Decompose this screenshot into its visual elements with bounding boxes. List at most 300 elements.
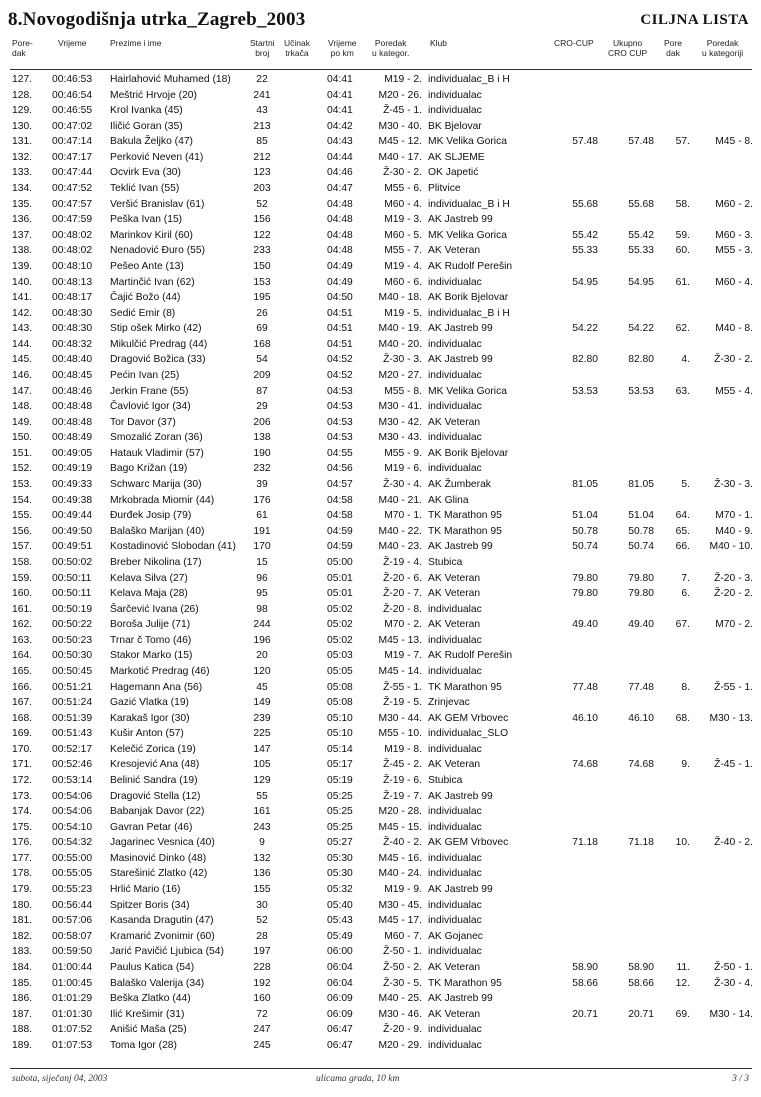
runner-name: Tor Davor (37) <box>110 416 176 428</box>
bib-number: 138 <box>253 432 271 444</box>
club: Stubica <box>428 556 463 568</box>
category-place: M19 - 5. <box>384 307 422 319</box>
bib-number: 20 <box>256 650 268 662</box>
pace: 04:41 <box>327 89 353 101</box>
finish-time: 01:00:45 <box>52 977 93 989</box>
category-rank: M55 - 4. <box>715 385 753 397</box>
table-row <box>0 633 761 649</box>
category-place: Ž-20 - 8. <box>383 603 422 615</box>
finish-time: 00:51:43 <box>52 728 93 740</box>
finish-time: 00:47:17 <box>52 151 93 163</box>
pace: 05:40 <box>327 899 353 911</box>
table-row <box>0 960 761 976</box>
runner-name: Toma Igor (28) <box>110 1039 177 1051</box>
club: individualac <box>428 432 482 444</box>
pace: 05:17 <box>327 759 353 771</box>
category-place: M19 - 8. <box>384 743 422 755</box>
category-rank: Ž-45 - 1. <box>714 759 753 771</box>
table-row <box>0 477 761 493</box>
club: TK Marathon 95 <box>428 510 502 522</box>
col-score: Učinak trkača <box>284 38 310 58</box>
table-row <box>0 804 761 820</box>
finish-time: 00:51:39 <box>52 712 93 724</box>
place: 145. <box>12 354 33 366</box>
pace: 05:19 <box>327 775 353 787</box>
place: 172. <box>12 775 33 787</box>
place: 149. <box>12 416 33 428</box>
bib-number: 239 <box>253 712 271 724</box>
runner-name: Beška Zlatko (44) <box>110 993 191 1005</box>
club: AK Jastreb 99 <box>428 323 493 335</box>
runner-name: Čajić Božo (44) <box>110 292 181 304</box>
table-row <box>0 695 761 711</box>
category-rank: M40 - 10. <box>709 541 753 553</box>
category-place: Ž-30 - 5. <box>383 977 422 989</box>
pace: 04:41 <box>327 74 353 85</box>
cro-cup-total: 50.74 <box>628 541 654 553</box>
bib-number: 39 <box>256 479 268 491</box>
place: 134. <box>12 183 33 195</box>
place: 153. <box>12 479 33 491</box>
col-cat: Poredak u kategor. <box>372 38 410 58</box>
place: 187. <box>12 1008 33 1020</box>
overall-rank: 4. <box>681 354 690 366</box>
club: individualac <box>428 852 482 864</box>
runner-name: Dragović Božica (33) <box>110 354 206 366</box>
pace: 04:42 <box>327 120 353 132</box>
finish-time: 00:57:06 <box>52 915 93 927</box>
finish-time: 00:47:59 <box>52 214 93 226</box>
cro-cup-total: 54.95 <box>628 276 654 288</box>
table-row <box>0 539 761 555</box>
club: AK Veteran <box>428 961 481 973</box>
runner-name: Masinović Dinko (48) <box>110 852 207 864</box>
club: AK Žumberak <box>428 479 491 491</box>
place: 141. <box>12 292 33 304</box>
club: MK Velika Gorica <box>428 136 507 148</box>
club: AK GEM Vrbovec <box>428 712 509 724</box>
category-place: M20 - 27. <box>378 369 422 381</box>
finish-time: 00:48:48 <box>52 416 93 428</box>
runner-name: Martinčić Ivan (62) <box>110 276 195 288</box>
club: individualac <box>428 634 482 646</box>
finish-time: 00:48:02 <box>52 229 93 241</box>
category-place: Ž-19 - 4. <box>383 556 422 568</box>
cro-cup-total: 51.04 <box>628 510 654 522</box>
club: AK Veteran <box>428 619 481 631</box>
pace: 05:25 <box>327 790 353 802</box>
category-rank: M45 - 8. <box>715 136 753 148</box>
place: 132. <box>12 151 33 163</box>
club: individualac <box>428 899 482 911</box>
cro-cup-points: 20.71 <box>572 1008 598 1020</box>
bib-number: 105 <box>253 759 271 771</box>
category-rank: Ž-20 - 3. <box>714 572 753 584</box>
place: 137. <box>12 229 33 241</box>
club: AK Veteran <box>428 759 481 771</box>
club: individualac <box>428 89 482 101</box>
pace: 04:51 <box>327 338 353 350</box>
category-place: Ž-30 - 3. <box>383 354 422 366</box>
category-place: Ž-55 - 1. <box>383 681 422 693</box>
club: Zrinjevac <box>428 697 470 709</box>
bib-number: 85 <box>256 136 268 148</box>
pace: 05:25 <box>327 806 353 818</box>
finish-time: 00:56:44 <box>52 899 93 911</box>
club: AK Veteran <box>428 1008 481 1020</box>
bib-number: 153 <box>253 276 271 288</box>
place: 164. <box>12 650 33 662</box>
finish-time: 00:47:57 <box>52 198 93 210</box>
place: 182. <box>12 930 33 942</box>
header-divider <box>10 69 752 70</box>
bib-number: 28 <box>256 930 268 942</box>
category-rank: M30 - 14. <box>709 1008 753 1020</box>
pace: 04:53 <box>327 385 353 397</box>
category-place: Ž-45 - 1. <box>383 105 422 117</box>
pace: 05:00 <box>327 556 353 568</box>
table-row <box>0 306 761 322</box>
bib-number: 233 <box>253 245 271 257</box>
club: AK Gojanec <box>428 930 483 942</box>
overall-rank: 8. <box>681 681 690 693</box>
category-place: M40 - 25. <box>378 993 422 1005</box>
place: 148. <box>12 401 33 413</box>
table-row <box>0 384 761 400</box>
place: 188. <box>12 1024 33 1036</box>
table-row <box>0 976 761 992</box>
finish-time: 00:49:51 <box>52 541 93 553</box>
pace: 04:48 <box>327 245 353 257</box>
category-place: M70 - 2. <box>384 619 422 631</box>
category-place: M55 - 10. <box>378 728 422 740</box>
category-rank: Ž-30 - 3. <box>714 479 753 491</box>
cro-cup-total: 79.80 <box>628 588 654 600</box>
place: 176. <box>12 837 33 849</box>
finish-time: 00:49:50 <box>52 525 93 537</box>
place: 177. <box>12 852 33 864</box>
place: 127. <box>12 74 33 85</box>
table-row <box>0 150 761 166</box>
club: AK SLJEME <box>428 151 485 163</box>
category-place: M40 - 18. <box>378 292 422 304</box>
pace: 04:52 <box>327 369 353 381</box>
overall-rank: 6. <box>681 588 690 600</box>
pace: 05:10 <box>327 712 353 724</box>
cro-cup-total: 58.90 <box>628 961 654 973</box>
club: individualac_B i H <box>428 74 510 85</box>
place: 161. <box>12 603 33 615</box>
pace: 05:08 <box>327 681 353 693</box>
place: 166. <box>12 681 33 693</box>
finish-time: 00:55:00 <box>52 852 93 864</box>
overall-rank: 68. <box>675 712 690 724</box>
pace: 04:47 <box>327 183 353 195</box>
category-place: M30 - 41. <box>378 401 422 413</box>
club: individualac <box>428 806 482 818</box>
cro-cup-points: 53.53 <box>572 385 598 397</box>
finish-time: 00:50:11 <box>52 572 92 584</box>
club: AK Borik Bjelovar <box>428 292 509 304</box>
bib-number: 69 <box>256 323 268 335</box>
finish-time: 00:50:19 <box>52 603 93 615</box>
runner-name: Jagarinec Vesnica (40) <box>110 837 215 849</box>
table-row <box>0 944 761 960</box>
pace: 04:46 <box>327 167 353 179</box>
place: 135. <box>12 198 33 210</box>
club: AK Veteran <box>428 588 481 600</box>
table-row <box>0 352 761 368</box>
pace: 04:50 <box>327 292 353 304</box>
table-row <box>0 119 761 135</box>
bib-number: 155 <box>253 884 271 896</box>
bib-number: 168 <box>253 338 271 350</box>
category-rank: M60 - 2. <box>715 198 753 210</box>
pace: 05:30 <box>327 868 353 880</box>
cro-cup-points: 58.90 <box>572 961 598 973</box>
place: 159. <box>12 572 33 584</box>
finish-time: 00:59:50 <box>52 946 93 958</box>
table-row <box>0 726 761 742</box>
club: AK Jastreb 99 <box>428 354 493 366</box>
place: 180. <box>12 899 33 911</box>
place: 157. <box>12 541 33 553</box>
table-row <box>0 773 761 789</box>
table-row <box>0 866 761 882</box>
cro-cup-total: 57.48 <box>628 136 654 148</box>
club: OK Japetić <box>428 167 479 179</box>
cro-cup-total: 79.80 <box>628 572 654 584</box>
place: 130. <box>12 120 33 132</box>
place: 185. <box>12 977 33 989</box>
table-row <box>0 337 761 353</box>
bib-number: 122 <box>253 229 271 241</box>
table-row <box>0 742 761 758</box>
bib-number: 147 <box>253 743 271 755</box>
place: 140. <box>12 276 33 288</box>
finish-time: 00:54:06 <box>52 806 93 818</box>
finish-time: 01:01:30 <box>52 1008 93 1020</box>
runner-name: Iličić Goran (35) <box>110 120 183 132</box>
cro-cup-total: 50.78 <box>628 525 654 537</box>
bib-number: 245 <box>253 1039 271 1051</box>
category-rank: M60 - 3. <box>715 229 753 241</box>
bib-number: 209 <box>253 369 271 381</box>
table-row <box>0 228 761 244</box>
category-place: M19 - 2. <box>384 74 422 85</box>
pace: 04:51 <box>327 323 353 335</box>
category-place: M30 - 42. <box>378 416 422 428</box>
bib-number: 243 <box>253 821 271 833</box>
category-rank: M70 - 2. <box>715 619 753 631</box>
place: 158. <box>12 556 33 568</box>
category-place: M19 - 7. <box>384 650 422 662</box>
table-row <box>0 851 761 867</box>
pace: 04:48 <box>327 198 353 210</box>
bib-number: 30 <box>256 899 268 911</box>
bib-number: 55 <box>256 790 268 802</box>
category-place: Ž-50 - 2. <box>383 961 422 973</box>
bib-number: 228 <box>253 961 271 973</box>
runner-name: Kresojević Ana (48) <box>110 759 200 771</box>
category-place: M19 - 6. <box>384 463 422 475</box>
place: 131. <box>12 136 33 148</box>
bib-number: 129 <box>253 775 271 787</box>
overall-rank: 64. <box>675 510 690 522</box>
club: MK Velika Gorica <box>428 229 507 241</box>
table-row <box>0 991 761 1007</box>
pace: 05:30 <box>327 852 353 864</box>
club: individualac <box>428 821 482 833</box>
table-row <box>0 72 761 88</box>
cro-cup-points: 57.48 <box>572 136 598 148</box>
overall-rank: 12. <box>675 977 690 989</box>
club: individualac <box>428 1024 482 1036</box>
cro-cup-points: 58.66 <box>572 977 598 989</box>
runner-name: Babanjak Davor (22) <box>110 806 205 818</box>
club: AK Rudolf Perešin <box>428 260 513 272</box>
category-place: M30 - 43. <box>378 432 422 444</box>
cro-cup-points: 55.42 <box>572 229 598 241</box>
overall-rank: 67. <box>675 619 690 631</box>
runner-name: Teklić Ivan (55) <box>110 183 180 195</box>
overall-rank: 69. <box>675 1008 690 1020</box>
cro-cup-total: 71.18 <box>628 837 654 849</box>
table-row <box>0 882 761 898</box>
pace: 05:02 <box>327 619 353 631</box>
col-tot: Ukupno CRO CUP <box>608 38 648 58</box>
bib-number: 29 <box>256 401 268 413</box>
pace: 04:56 <box>327 463 353 475</box>
finish-time: 00:48:32 <box>52 338 93 350</box>
bib-number: 43 <box>256 105 268 117</box>
runner-name: Breber Nikolina (17) <box>110 556 202 568</box>
cro-cup-points: 50.74 <box>572 541 598 553</box>
col-name: Prezime i ime <box>110 38 162 48</box>
table-row <box>0 493 761 509</box>
category-place: M40 - 19. <box>378 323 422 335</box>
runner-name: Balaško Valerija (34) <box>110 977 205 989</box>
runner-name: Spitzer Boris (34) <box>110 899 190 911</box>
pace: 05:01 <box>327 572 353 584</box>
table-row <box>0 290 761 306</box>
place: 156. <box>12 525 33 537</box>
runner-name: Šarčević Ivana (26) <box>110 603 199 615</box>
runner-name: Balaško Marijan (40) <box>110 525 205 537</box>
bib-number: 98 <box>256 603 268 615</box>
place: 128. <box>12 89 33 101</box>
cro-cup-total: 55.42 <box>628 229 654 241</box>
runner-name: Đurđek Josip (79) <box>110 510 192 522</box>
table-row <box>0 103 761 119</box>
table-row <box>0 617 761 633</box>
bib-number: 156 <box>253 214 271 226</box>
finish-time: 00:48:02 <box>52 245 93 257</box>
pace: 04:41 <box>327 105 353 117</box>
overall-rank: 10. <box>675 837 690 849</box>
table-row <box>0 368 761 384</box>
overall-rank: 5. <box>681 479 690 491</box>
bib-number: 96 <box>256 572 268 584</box>
pace: 05:02 <box>327 603 353 615</box>
finish-time: 01:07:53 <box>52 1039 93 1051</box>
runner-name: Kušir Anton (57) <box>110 728 184 740</box>
finish-time: 00:49:05 <box>52 447 93 459</box>
club: BK Bjelovar <box>428 120 482 132</box>
category-place: Ž-19 - 5. <box>383 697 422 709</box>
runner-name: Jerkin Frane (55) <box>110 385 189 397</box>
runner-name: Peška Ivan (15) <box>110 214 183 226</box>
place: 155. <box>12 510 33 522</box>
table-row <box>0 664 761 680</box>
cro-cup-points: 55.68 <box>572 198 598 210</box>
finish-time: 00:47:02 <box>52 120 93 132</box>
club: individualac <box>428 338 482 350</box>
place: 143. <box>12 323 33 335</box>
table-row <box>0 555 761 571</box>
overall-rank: 11. <box>676 961 690 973</box>
category-place: M40 - 22. <box>378 525 422 537</box>
table-row <box>0 1007 761 1023</box>
overall-rank: 59. <box>675 229 690 241</box>
overall-rank: 63. <box>675 385 690 397</box>
column-headers <box>0 38 761 68</box>
bib-number: 232 <box>253 463 271 475</box>
cro-cup-total: 49.40 <box>628 619 654 631</box>
club: AK Jastreb 99 <box>428 541 493 553</box>
bib-number: 176 <box>253 494 271 506</box>
table-row <box>0 461 761 477</box>
category-place: M45 - 12. <box>378 136 422 148</box>
bib-number: 244 <box>253 619 271 631</box>
bib-number: 160 <box>253 993 271 1005</box>
bib-number: 203 <box>253 183 271 195</box>
runner-name: Kelečić Zorica (19) <box>110 743 196 755</box>
bib-number: 195 <box>253 292 271 304</box>
table-row <box>0 711 761 727</box>
pace: 05:32 <box>327 884 353 896</box>
col-time: Vrijeme <box>58 38 87 48</box>
runner-name: Dragović Stella (12) <box>110 790 201 802</box>
runner-name: Trnar č Tomo (46) <box>110 634 192 646</box>
runner-name: Nenadović Đuro (55) <box>110 245 206 257</box>
bib-number: 213 <box>253 120 271 132</box>
cro-cup-total: 54.22 <box>628 323 654 335</box>
category-rank: M40 - 9. <box>715 525 753 537</box>
club: AK Veteran <box>428 572 481 584</box>
table-row <box>0 181 761 197</box>
runner-name: Hagemann Ana (56) <box>110 681 203 693</box>
place: 144. <box>12 338 33 350</box>
club: AK Jastreb 99 <box>428 993 493 1005</box>
finish-time: 00:48:46 <box>52 385 93 397</box>
category-place: Ž-20 - 6. <box>383 572 422 584</box>
runner-name: Anišić Maša (25) <box>110 1024 187 1036</box>
finish-time: 00:49:19 <box>52 463 93 475</box>
bib-number: 190 <box>253 447 271 459</box>
category-place: M40 - 17. <box>378 151 422 163</box>
runner-name: Veršić Branislav (61) <box>110 198 205 210</box>
pace: 04:53 <box>327 432 353 444</box>
club: AK Glina <box>428 494 469 506</box>
club: individualac_SLO <box>428 728 509 740</box>
pace: 04:48 <box>327 214 353 226</box>
category-rank: M30 - 13. <box>709 712 753 724</box>
overall-rank: 61. <box>675 276 690 288</box>
category-rank: M70 - 1. <box>715 510 753 522</box>
pace: 04:55 <box>327 447 353 459</box>
category-place: M30 - 46. <box>378 1008 422 1020</box>
